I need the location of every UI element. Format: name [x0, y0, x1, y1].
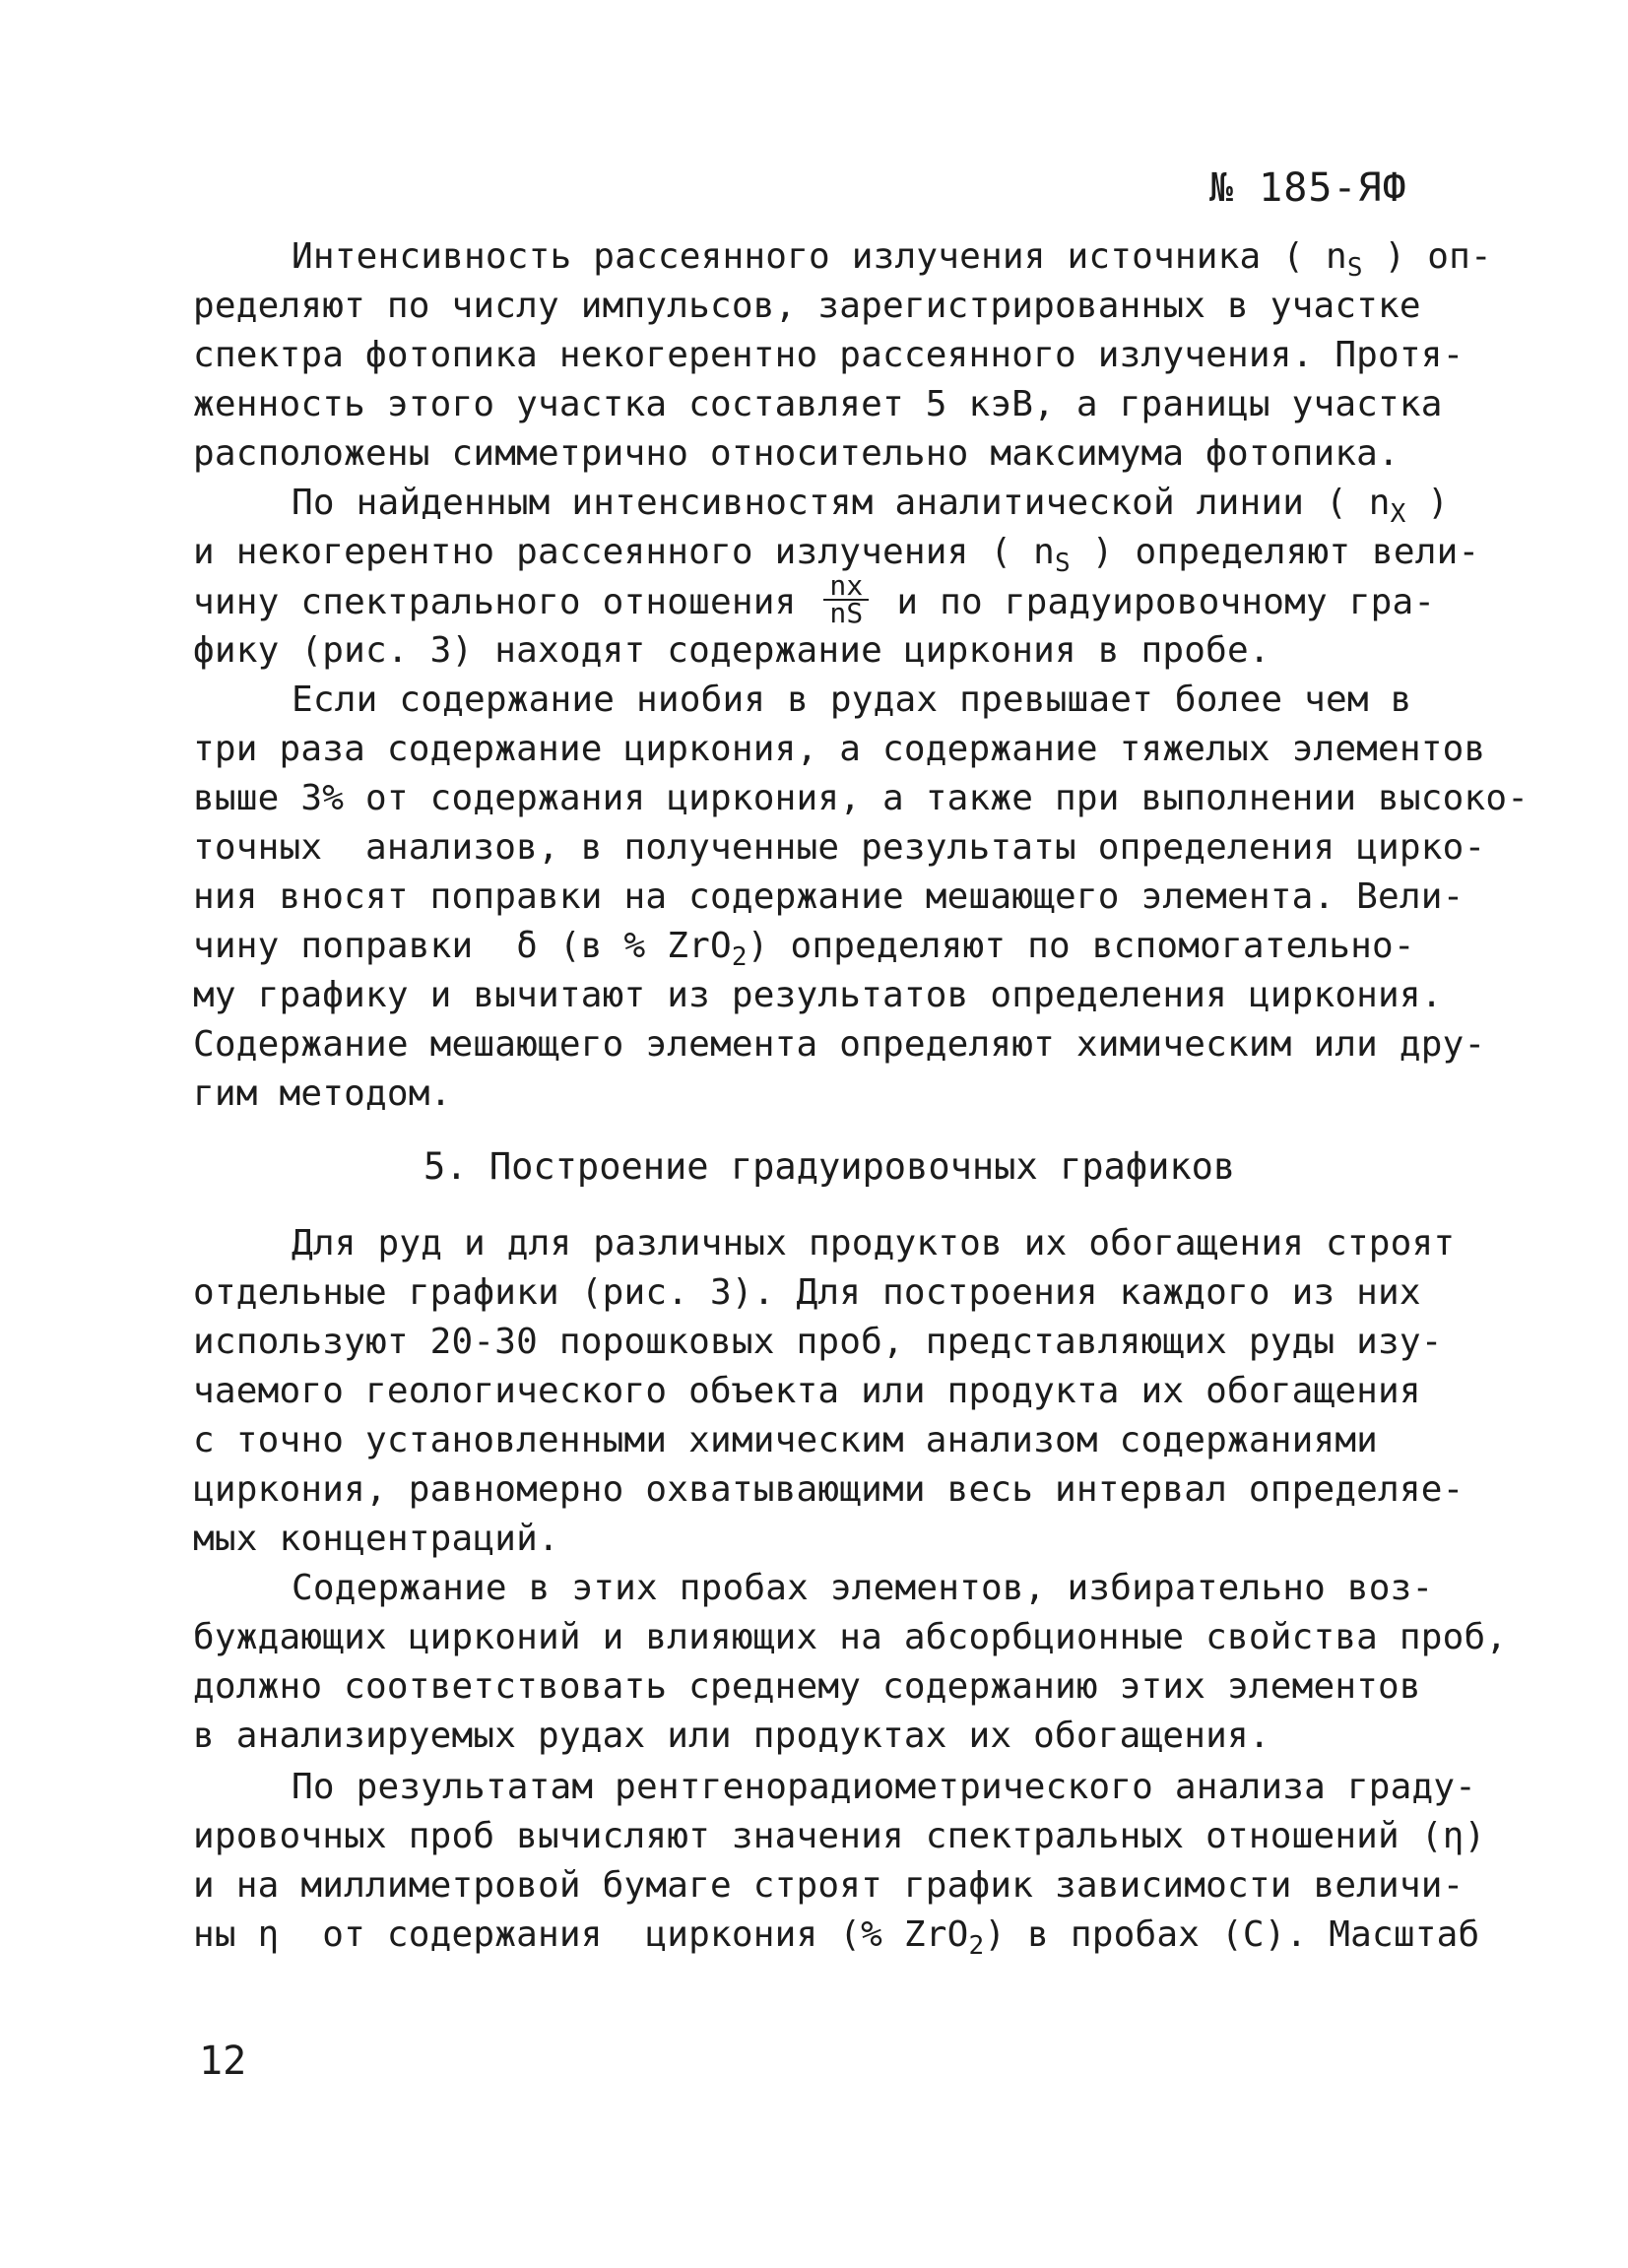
text-line: циркония, равномерно охватывающими весь интервал определяе- — [193, 1469, 1465, 1510]
symbol-n: n — [1033, 532, 1055, 572]
text-line: точных анализов, в полученные результаты определения цирко- — [193, 827, 1486, 868]
text-line: используют 20-30 порошковых проб, представляющих руды изу- — [193, 1322, 1443, 1362]
paragraph-correction — [193, 676, 1530, 1119]
text-line: ределяют по числу импульсов, зарегистрированных в участке — [193, 286, 1421, 326]
text-line: По результатам рентгенорадиометрического анализа граду- — [292, 1767, 1477, 1807]
subscript: S — [1346, 253, 1363, 283]
text-line: выше 3% от содержания циркония, а также при выполнении высоко- — [193, 778, 1530, 818]
text-line: гим методом. — [193, 1073, 452, 1114]
section-heading: 5. Построение градуировочных графиков — [423, 1145, 1236, 1188]
text-line: Содержание в этих пробах элементов, избирательно воз- — [292, 1568, 1434, 1608]
text-line: ны η от содержания циркония (% ZrO$_2$) в пробах (С). Масштаб — [193, 1914, 1480, 1961]
paragraph-spectral-ratio — [193, 479, 1480, 676]
subscript: 2 — [731, 942, 748, 972]
document-number: № 185-ЯФ — [1209, 165, 1407, 211]
paragraph-calibration-results — [193, 1763, 1486, 1961]
fraction-numerator: nx — [823, 573, 869, 601]
text-line: буждающих цирконий и влияющих на абсорбционные свойства проб, — [193, 1617, 1508, 1657]
paragraph-graph-construction — [193, 1219, 1465, 1564]
text-line: с точно установленными химическим анализом содержаниями — [193, 1420, 1379, 1460]
symbol-eta: η — [1442, 1816, 1465, 1856]
text-line: ировочных проб вычисляют значения спектральных отношений (η) — [193, 1816, 1486, 1856]
paragraph-scattered-intensity — [193, 232, 1492, 479]
subscript: 2 — [968, 1931, 985, 1961]
text-line: должно соответствовать среднему содержанию этих элементов — [193, 1666, 1421, 1707]
paragraph-element-content — [193, 1564, 1508, 1761]
text-line: Для руд и для различных продуктов их обогащения строят — [292, 1223, 1456, 1264]
text-line: расположены симметрично относительно максимума фотопика. — [193, 433, 1400, 474]
text-line: Интенсивность рассеянного излучения источника ( $n_S$ ) оп- — [292, 236, 1492, 283]
fraction — [823, 569, 869, 629]
symbol-n: n — [1368, 483, 1391, 523]
text-line: и на миллиметровой бумаге строят график зависимости величи- — [193, 1865, 1465, 1906]
text-line: му графику и вычитают из результатов определения циркония. — [193, 975, 1443, 1015]
text-line: чаемого геологического объекта или продукта их обогащения — [193, 1371, 1421, 1411]
page-number: 12 — [199, 2039, 247, 2084]
text-line: чину спектрального отношения $\frac{nx}{nS}$ и по градуировочному гра- — [193, 569, 1436, 629]
text-line: мых концентраций. — [193, 1519, 559, 1559]
subscript: S — [1054, 549, 1071, 578]
text-line: в анализируемых рудах или продуктах их обогащения. — [193, 1716, 1270, 1756]
text-line: три раза содержание циркония, а содержание тяжелых элементов — [193, 729, 1486, 769]
text-line: По найденным интенсивностям аналитической линии ( $n_X$ ) — [292, 483, 1450, 529]
fraction-denominator: nS — [829, 597, 864, 629]
symbol-n: n — [1325, 236, 1347, 277]
text-line: чину поправки δ (в % ZrO$_2$) определяют по вспомогательно- — [193, 926, 1415, 972]
text-line: ния вносят поправки на содержание мешающего элемента. Вели- — [193, 876, 1465, 917]
subscript: X — [1390, 499, 1406, 529]
text-line: спектра фотопика некогерентно рассеянного излучения. Протя- — [193, 335, 1465, 375]
text-line: фику (рис. 3) находят содержание циркония в пробе. — [193, 630, 1270, 671]
text-line: Если содержание ниобия в рудах превышает более чем в — [292, 680, 1412, 720]
text-line: отдельные графики (рис. 3). Для построения каждого из них — [193, 1272, 1421, 1313]
text-line: женность этого участка составляет 5 кэВ, а границы участка — [193, 384, 1443, 424]
text-line: Содержание мешающего элемента определяют химическим или дру- — [193, 1024, 1486, 1065]
text-line: и некогерентно рассеянного излучения ( $n_S$ ) определяют вели- — [193, 532, 1480, 578]
